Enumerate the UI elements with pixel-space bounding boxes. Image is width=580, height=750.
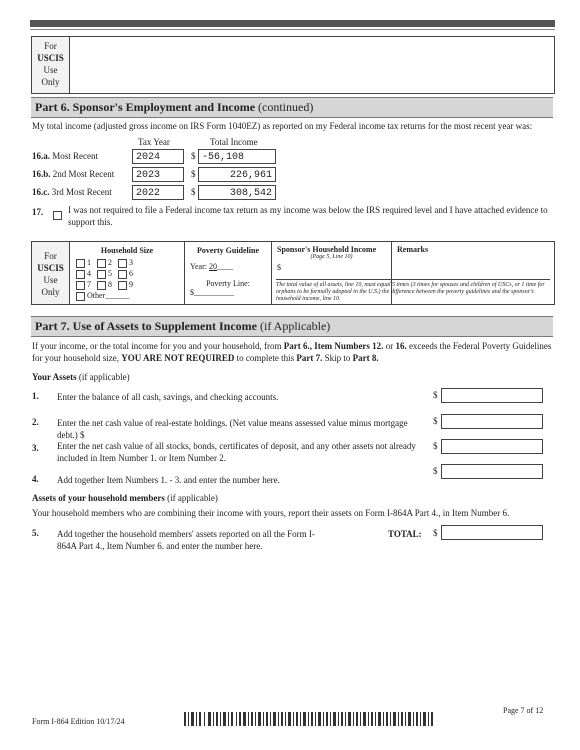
dollar-sign: $ — [433, 390, 438, 400]
form-edition: Form I-864 Edition 10/17/24 — [32, 717, 125, 726]
size-checkbox[interactable] — [76, 259, 85, 268]
size-checkbox[interactable] — [76, 292, 85, 301]
item1-text: Enter the balance of all cash, savings, and checking accounts. — [57, 392, 279, 402]
item4-number: 4. — [32, 474, 39, 484]
household-total-field[interactable] — [441, 525, 543, 540]
dollar-sign: $ — [433, 528, 438, 538]
remarks-column: Remarks — [397, 245, 429, 254]
top-rule — [30, 20, 555, 27]
dollar-sign: $ — [191, 187, 196, 197]
size-checkbox[interactable] — [76, 270, 85, 279]
size-checkbox[interactable] — [97, 259, 106, 268]
sponsor-income-column: Sponsor's Household Income (Page 5, Line 10) $ — [272, 242, 392, 304]
top-rule-thin — [30, 29, 555, 30]
uscis-use-label: For USCIS Use Only — [32, 37, 70, 93]
part6-intro: My total income (adjusted gross income on IRS Form 1040EZ) as reported on my Federal income tax returns for the most recent year was: — [32, 121, 533, 131]
item3-number: 3. — [32, 443, 39, 453]
size-checkbox[interactable] — [118, 259, 127, 268]
barcode — [184, 712, 434, 726]
household-assets-heading: Assets of your household members (if applicable) — [32, 493, 218, 503]
total-assets-field[interactable] — [441, 464, 543, 479]
tax-year-header: Tax Year — [138, 137, 170, 147]
uscis-household-box — [31, 241, 555, 305]
tax-year-field-16b[interactable]: 2023 — [132, 167, 184, 182]
income-field-16c[interactable]: 308,542 — [198, 185, 276, 200]
dollar-sign: $ — [433, 416, 438, 426]
size-checkbox[interactable] — [118, 281, 127, 290]
item17-checkbox[interactable] — [53, 206, 62, 224]
item4-text: Add together Item Numbers 1. - 3. and enter the number here. — [57, 475, 280, 485]
uscis-use-label: For USCIS Use Only — [32, 242, 70, 304]
item2-text: Enter the net cash value of real-estate holdings. (Net value means assessed value minus mortgage debt.) $ — [57, 418, 408, 440]
income-field-16a[interactable]: -56,108 — [198, 149, 276, 164]
income-row-16c: 16.c. 3rd Most Recent — [32, 187, 112, 197]
part6-header: Part 6. Sponsor's Employment and Income (continued) — [31, 97, 553, 118]
dollar-sign: $ — [191, 169, 196, 179]
item5-text: Add together the household members' assets reported on all the Form I-864A Part 4., Item Number 6. and enter the number here. — [57, 529, 315, 551]
dollar-sign: $ — [433, 441, 438, 451]
income-row-16a: 16.a. Most Recent — [32, 151, 98, 161]
part7-header: Part 7. Use of Assets to Supplement Income (if Applicable) — [31, 316, 553, 337]
item17-text: I was not required to file a Federal income tax return as my income was below the IRS required level and I have attached evidence to support this. — [68, 205, 548, 227]
item5-number: 5. — [32, 528, 39, 538]
item3-text: Enter the net cash value of all stocks, bonds, certificates of deposit, and any other assets not already included in Item Number 1. or Item Number 2. — [57, 441, 416, 463]
stocks-bonds-field[interactable] — [441, 439, 543, 454]
size-checkbox[interactable] — [97, 270, 106, 279]
size-checkbox[interactable] — [97, 281, 106, 290]
item1-number: 1. — [32, 391, 39, 401]
total-income-header: Total Income — [210, 137, 258, 147]
page-number: Page 7 of 12 — [503, 706, 544, 715]
income-field-16b[interactable]: 226,961 — [198, 167, 276, 182]
cash-balance-field[interactable] — [441, 388, 543, 403]
tax-year-field-16c[interactable]: 2022 — [132, 185, 184, 200]
real-estate-field[interactable] — [441, 414, 543, 429]
dollar-sign: $ — [191, 151, 196, 161]
uscis-note: The total value of all assets, line 10, must equal 5 times (3 times for spouses and children of USCs, or 1 time for orphans to be formally adopted in the U.S.) the difference between the poverty guidelines and the sponsor's household income, line 10. — [276, 279, 550, 303]
size-checkbox[interactable] — [76, 281, 85, 290]
household-intro: Your household members who are combining their income with yours, report their assets on Form I-864A Part 4., in Item Number 6. — [32, 508, 510, 518]
item2-number: 2. — [32, 417, 39, 427]
household-size-column: Household Size 1 2 3 4 5 6 7 8 9 Other______ — [70, 242, 185, 304]
total-label: TOTAL: — [388, 529, 422, 539]
dollar-sign: $ — [433, 466, 438, 476]
your-assets-heading: Your Assets (if applicable) — [32, 372, 130, 382]
size-checkbox[interactable] — [118, 270, 127, 279]
part7-intro: If your income, or the total income for you and your household, from Part 6., Item Numbers 12. or 16. exceeds the Federal Poverty Guidelines for your household size, YOU ARE NOT REQUIRED to complete this Part 7. Skip to Part 8. — [32, 341, 552, 363]
income-row-16b: 16.b. 2nd Most Recent — [32, 169, 115, 179]
item17-number: 17. — [32, 207, 44, 217]
tax-year-field-16a[interactable]: 2024 — [132, 149, 184, 164]
poverty-guideline-column: Poverty Guideline Year: 20____ Poverty Line: $__________ — [185, 242, 272, 304]
uscis-use-box — [31, 36, 555, 94]
